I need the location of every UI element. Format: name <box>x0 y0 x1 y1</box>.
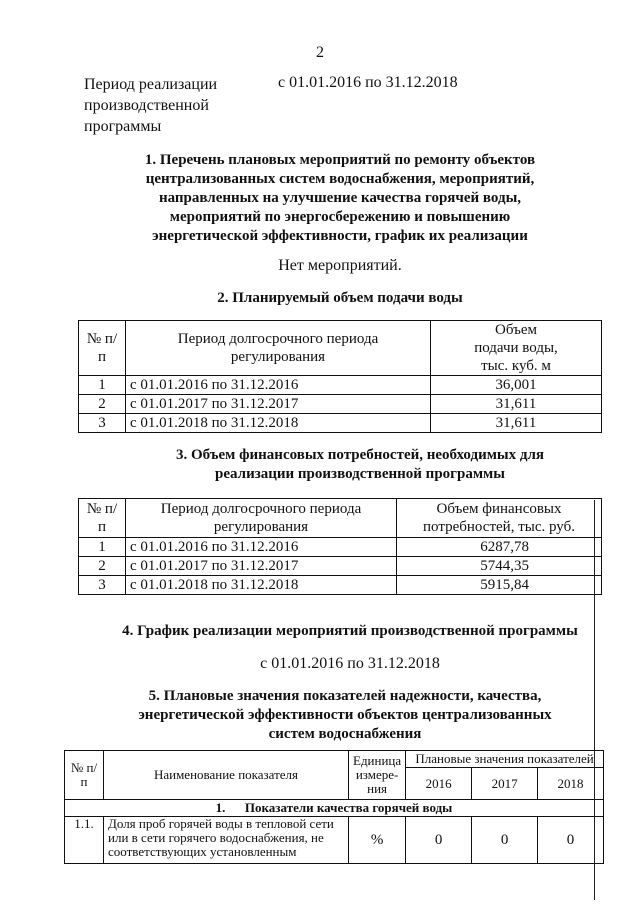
header-num: № п/п <box>65 751 104 800</box>
row-period: с 01.01.2017 по 31.12.2017 <box>126 557 397 576</box>
page-number: 2 <box>316 44 324 61</box>
row-value: 6287,78 <box>397 538 602 557</box>
row-period: с 01.01.2016 по 31.12.2016 <box>126 376 431 395</box>
section1-title: 1. Перечень плановых мероприятий по ремонту объектов централизованных систем водоснабжения, мероприятий, направленных на улучшение качества горячей воды, мероприятий по энергосбережению и повышению энергетической эффективности, график их реализации <box>144 152 536 244</box>
table-header-row <box>79 321 602 376</box>
table-header-row <box>79 499 602 538</box>
row-value: 31,611 <box>431 395 602 414</box>
scan-artifact-line <box>594 500 595 900</box>
row-value-2017: 0 <box>472 817 538 864</box>
category-num: 1. <box>215 800 226 815</box>
header-num: № п/п <box>79 321 126 376</box>
row-num: 3 <box>79 414 126 433</box>
row-value-2016: 0 <box>406 817 472 864</box>
row-value: 5744,35 <box>397 557 602 576</box>
category-text: Показатели качества горячей воды <box>244 800 453 815</box>
header-year-2017: 2017 <box>472 768 538 800</box>
section4-period: с 01.01.2016 по 31.12.2018 <box>260 655 440 672</box>
row-unit: % <box>349 817 406 864</box>
water-volume-table <box>78 320 602 433</box>
header-year-2018: 2018 <box>538 768 604 800</box>
table-row <box>79 576 602 595</box>
section1-note: Нет мероприятий. <box>278 257 402 274</box>
row-period: с 01.01.2016 по 31.12.2016 <box>126 538 397 557</box>
table-row <box>79 376 602 395</box>
financial-needs-table <box>78 498 602 595</box>
table-row <box>79 395 602 414</box>
table-row <box>65 817 604 864</box>
row-num: 2 <box>79 395 126 414</box>
row-num: 2 <box>79 557 126 576</box>
category-label <box>65 800 604 817</box>
row-value: 36,001 <box>431 376 602 395</box>
header-num: № п/п <box>79 499 126 538</box>
row-value: 5915,84 <box>397 576 602 595</box>
header-name: Наименование показателя <box>104 751 349 800</box>
section2-title: 2. Планируемый объем подачи воды <box>217 290 463 306</box>
section3-title: 3. Объем финансовых потребностей, необходимых для реализации производственной программы <box>175 447 545 482</box>
row-period: с 01.01.2018 по 31.12.2018 <box>126 576 397 595</box>
header-period: Период долгосрочного периода регулирования <box>126 499 397 538</box>
header-volume: Объем подачи воды, тыс. куб. м <box>431 321 602 376</box>
table-row <box>79 557 602 576</box>
row-num: 1 <box>79 376 126 395</box>
period-label: Период реализации производственной программы <box>84 76 218 135</box>
category-row <box>65 800 604 817</box>
header-unit: Единица измере-ния <box>349 751 406 800</box>
section4-title: 4. График реализации мероприятий производственной программы <box>122 623 578 639</box>
row-num: 3 <box>79 576 126 595</box>
row-period: с 01.01.2018 по 31.12.2018 <box>126 414 431 433</box>
row-period: с 01.01.2017 по 31.12.2017 <box>126 395 431 414</box>
header-financial: Объем финансовых потребностей, тыс. руб. <box>397 499 602 538</box>
indicators-table <box>64 750 604 864</box>
row-value-2018: 0 <box>538 817 604 864</box>
period-value: с 01.01.2016 по 31.12.2018 <box>278 74 458 91</box>
row-name: Доля проб горячей воды в тепловой сети или в сети горячего водоснабжения, не соответствующих установленным <box>104 817 349 864</box>
table-header-row <box>65 751 604 768</box>
row-num: 1.1. <box>65 817 104 864</box>
row-value: 31,611 <box>431 414 602 433</box>
header-period: Период долгосрочного периода регулирования <box>126 321 431 376</box>
table-row <box>79 414 602 433</box>
row-num: 1 <box>79 538 126 557</box>
header-year-2016: 2016 <box>406 768 472 800</box>
table-row <box>79 538 602 557</box>
section5-title: 5. Плановые значения показателей надежности, качества, энергетической эффективности объектов централизованных систем водоснабжения <box>138 688 552 742</box>
header-planned: Плановые значения показателей <box>406 751 604 768</box>
